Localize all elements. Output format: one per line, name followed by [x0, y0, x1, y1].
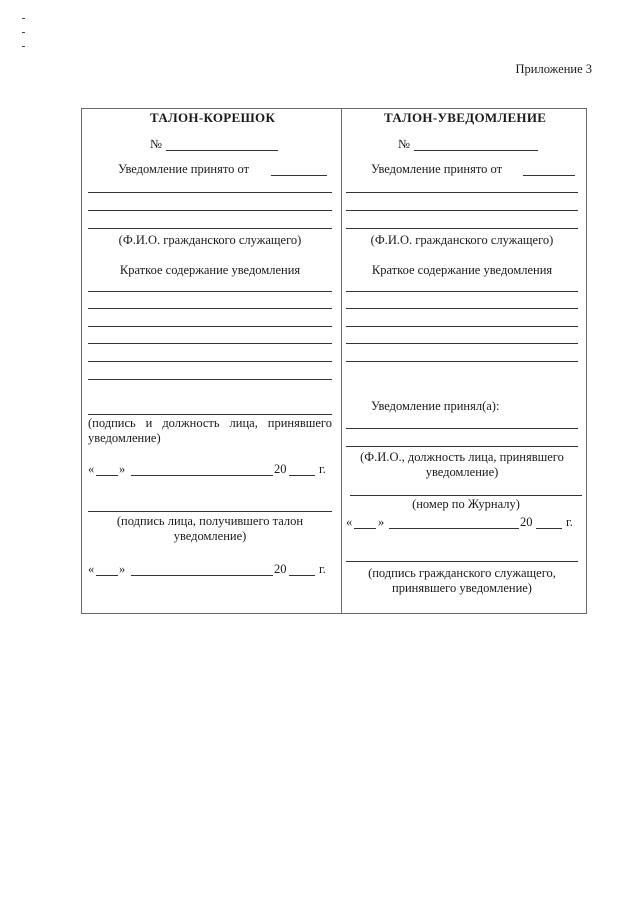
- stub-date-year-field[interactable]: [289, 575, 315, 576]
- appendix-label: Приложение 3: [515, 62, 592, 76]
- notice-summary-line[interactable]: [346, 343, 578, 344]
- notice-acceptor-line[interactable]: [346, 428, 578, 429]
- notice-employee-signature-caption: принявшего уведомление): [392, 581, 532, 595]
- stub-summary-line[interactable]: [88, 343, 332, 344]
- stub-summary-line[interactable]: [88, 308, 332, 309]
- notice-journal-number-line[interactable]: [350, 495, 582, 496]
- stub-number-field[interactable]: [166, 150, 278, 151]
- stub-signature-position-caption: (подпись и должность лица, принявшего уведомление): [88, 416, 332, 445]
- stub-date-month-field[interactable]: [131, 575, 273, 576]
- stub-year-prefix: 20: [274, 462, 287, 476]
- margin-mark: [22, 18, 25, 19]
- stub-receiver-signature-caption: (подпись лица, получившего талон: [116, 514, 304, 528]
- stub-year-suffix: г.: [319, 562, 326, 576]
- notice-year-prefix: 20: [520, 515, 533, 529]
- notice-date-day-field[interactable]: [354, 528, 376, 529]
- notice-fio-caption: (Ф.И.О. гражданского служащего): [370, 233, 554, 247]
- notice-acceptor-line[interactable]: [346, 446, 578, 447]
- stub-number-label: №: [150, 137, 162, 151]
- stub-year-prefix: 20: [274, 562, 287, 576]
- stub-date-open-quote: «: [88, 462, 95, 476]
- notice-summary-label: Краткое содержание уведомления: [371, 263, 553, 277]
- margin-mark: [22, 46, 25, 47]
- stub-fio-caption: (Ф.И.О. гражданского служащего): [118, 233, 302, 247]
- stub-summary-label: Краткое содержание уведомления: [119, 263, 301, 277]
- notice-fio-line[interactable]: [346, 192, 578, 193]
- column-divider: [341, 108, 342, 614]
- stub-date-year-field[interactable]: [289, 475, 315, 476]
- notice-acceptor-caption: уведомление): [425, 465, 499, 479]
- notice-summary-line[interactable]: [346, 326, 578, 327]
- notice-summary-line[interactable]: [346, 291, 578, 292]
- stub-summary-line[interactable]: [88, 379, 332, 380]
- notice-accepted-by-label: Уведомление принял(а):: [371, 399, 500, 413]
- stub-title: ТАЛОН-КОРЕШОК: [150, 110, 276, 125]
- notice-employee-signature-caption: (подпись гражданского служащего,: [368, 566, 556, 580]
- notice-summary-line[interactable]: [346, 361, 578, 362]
- notice-date-year-field[interactable]: [536, 528, 562, 529]
- notice-date-open-quote: «: [346, 515, 353, 529]
- notice-journal-number-caption: (номер по Журналу): [412, 497, 520, 511]
- notice-acceptor-caption: (Ф.И.О., должность лица, принявшего: [360, 450, 564, 464]
- notice-fio-line[interactable]: [346, 210, 578, 211]
- stub-received-from-field[interactable]: [271, 175, 327, 176]
- notice-date-close-quote: »: [378, 515, 385, 529]
- margin-mark: [22, 32, 25, 33]
- stub-date-close-quote: »: [119, 562, 126, 576]
- notice-employee-signature-line[interactable]: [346, 561, 578, 562]
- stub-summary-line[interactable]: [88, 291, 332, 292]
- notice-received-from-field[interactable]: [523, 175, 575, 176]
- stub-receiver-signature-caption: уведомление): [173, 529, 247, 543]
- stub-fio-line[interactable]: [88, 192, 332, 193]
- notice-summary-line[interactable]: [346, 308, 578, 309]
- stub-date-month-field[interactable]: [131, 475, 273, 476]
- notice-notice-received-from: Уведомление принято от: [371, 162, 503, 176]
- stub-summary-line[interactable]: [88, 326, 332, 327]
- stub-year-suffix: г.: [319, 462, 326, 476]
- stub-date-day-field[interactable]: [96, 475, 118, 476]
- notice-title: ТАЛОН-УВЕДОМЛЕНИЕ: [384, 110, 547, 125]
- stub-notice-received-from: Уведомление принято от: [118, 162, 250, 176]
- notice-fio-line[interactable]: [346, 228, 578, 229]
- stub-date-day-field[interactable]: [96, 575, 118, 576]
- notice-year-suffix: г.: [566, 515, 573, 529]
- stub-summary-line[interactable]: [88, 361, 332, 362]
- stub-date-close-quote: »: [119, 462, 126, 476]
- stub-date-open-quote: «: [88, 562, 95, 576]
- notice-date-month-field[interactable]: [389, 528, 519, 529]
- stub-receiver-signature-line[interactable]: [88, 511, 332, 512]
- stub-signature-line[interactable]: [88, 414, 332, 415]
- notice-number-field[interactable]: [414, 150, 538, 151]
- stub-fio-line[interactable]: [88, 228, 332, 229]
- notice-number-label: №: [398, 137, 410, 151]
- stub-fio-line[interactable]: [88, 210, 332, 211]
